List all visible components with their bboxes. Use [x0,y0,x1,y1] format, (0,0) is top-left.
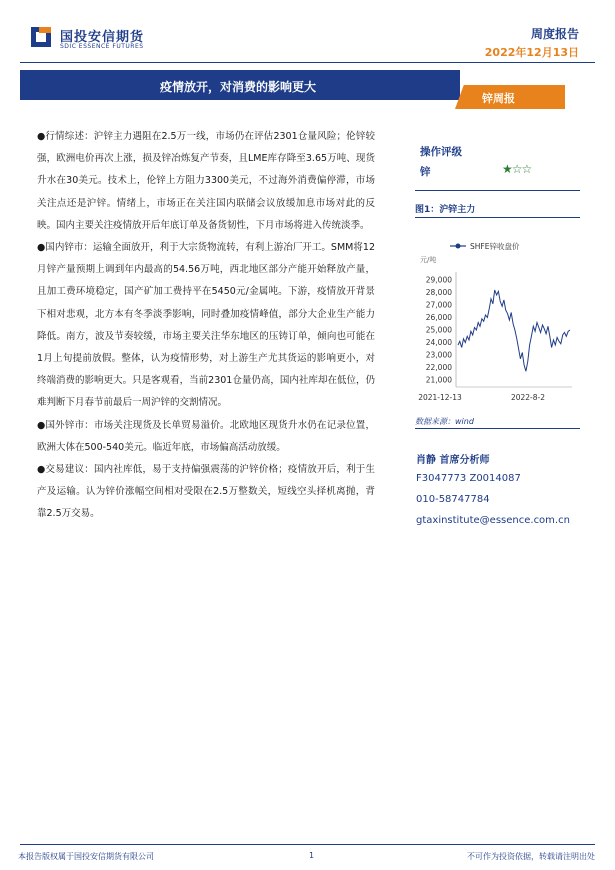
analyst-phone: 010-58747784 [416,494,490,505]
logo-icon [30,26,52,48]
rating-divider [415,190,580,191]
footer-disclaimer: 不可作为投资依据，转载请注明出处 [467,852,595,861]
page-number: 1 [309,851,315,860]
main-text [37,126,375,526]
y-tick-label: 28,000 [425,288,452,297]
logo-english-name: SDIC ESSENCE FUTURES [60,43,144,50]
legend-label: SHFE锌收盘价 [470,242,520,251]
legend-marker [456,244,461,249]
report-date: 2022年12月13日 [484,46,579,59]
rating-item: 锌 [420,166,431,178]
y-tick-label: 29,000 [425,275,452,285]
header-divider [20,62,595,63]
report-type: 周度报告 [530,27,579,41]
zinc-price-chart [410,232,582,410]
figure-title: 图1：沪锌主力 [415,205,476,215]
paragraph-trading-advice: ●交易建议：国内社库低，易于支持偏强震荡的沪锌价格；疫情放开后，利于生产及运输。认为锌价涨幅空间相对受限在2.5万整数关，短线空头择机离抛，背靠2.5万交易。 [37,464,375,520]
data-source: 数据来源：wind [415,417,474,426]
paragraph-market-summary: ●行情综述：沪锌主力遇阻在2.5万一线，市场仍在评估2301仓量风险；伦锌较强，欧洲电价再次上涨，损及锌冶炼复产节奏，且LME库存降至3.65万吨、现货升水在30美元。技术上，伦锌上方阻力3300美元，不过海外消费偏停滞，市场关注点还是沪锌。情绪上，市场正在关注国内联储会议放缓加息市场对此的反映。国内主要关注疫情放开后年底订单及备货韧性，下月市场将进入传统淡季。 [37,131,375,231]
chart-legend [450,241,520,251]
series-line-shfe-zinc [458,290,570,371]
y-tick-label: 22,000 [425,363,452,372]
y-tick-label: 26,000 [425,313,452,322]
x-tick-label: 2021-12-13 [418,393,462,402]
logo-name: 国投安信期货 [60,30,145,45]
footer-copyright: 本报告版权属于国投安信期货有限公司 [18,852,154,861]
analyst-name: 肖静 首席分析师 [416,455,490,466]
y-tick-label: 24,000 [425,338,452,347]
analyst-email: gtaxinstitute@essence.com.cn [416,515,570,526]
y-axis-unit: 元/吨 [420,256,437,264]
category-tag-label: 锌周报 [482,92,515,105]
source-divider [415,428,580,429]
paragraph-overseas-market: ●国外锌市：市场关注现货及长单贸易溢价。北欧地区现货升水仍在记录位置，欧洲大体在500-540美元。临近年底，市场偏高活动放缓。 [37,419,375,453]
y-tick-label: 25,000 [425,325,452,335]
y-tick-label: 23,000 [425,350,452,360]
footer-divider [20,844,595,845]
y-tick-label: 21,000 [425,375,452,385]
figure-divider [415,217,580,218]
y-tick-label: 27,000 [425,300,452,310]
report-title: 疫情放开，对消费的影响更大 [160,80,317,94]
rating-stars: ★☆☆ [502,162,532,176]
paragraph-domestic-market: ●国内锌市：运输全面放开，利于大宗货物流转，有利上游冶厂开工。SMM将12月锌产量预期上调到年内最高的54.56万吨，西北地区部分产能开始释放产量，且加工费环境稳定，国产矿加工费持平在5450元/金属吨。下游，疫情放开背景下相对悲观，北方本有冬季淡季影响，同时叠加疫情峰值，部分大企业生产能力降低。南方，波及节奏较缓，市场主要关注华东地区的压铸订单，倾向也可能在1月上旬提前放假。整体，认为疫情形势，对上游生产尤其货运的影响更小，对终端消费的影响更大。只是客观看，当前2301仓量仍高，国内社库却在低位，仍难判断下月春节前最后一周沪锌的交割情况。 [37,242,375,409]
rating-title: 操作评级 [420,146,462,158]
analyst-codes: F3047773 Z0014087 [416,473,521,484]
x-tick-label: 2022-8-2 [510,393,546,402]
